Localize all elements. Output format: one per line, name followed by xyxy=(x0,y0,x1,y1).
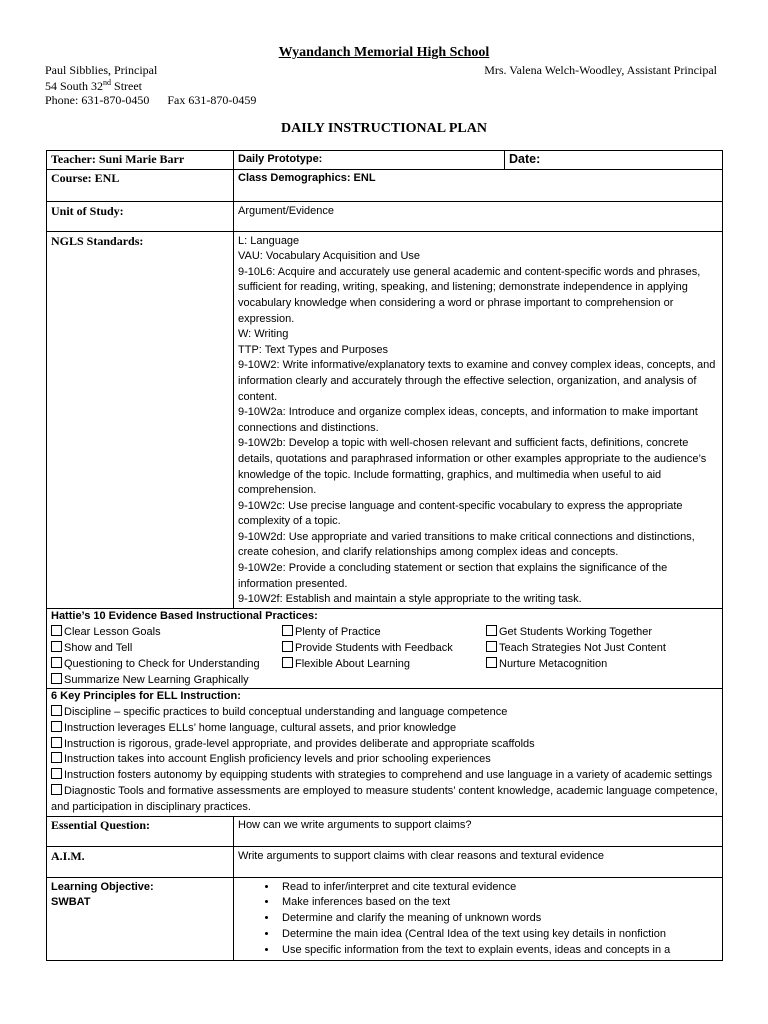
instructional-plan-table xyxy=(46,150,723,961)
hattie-checkbox-item[interactable] xyxy=(486,624,718,640)
date-cell[interactable]: Date: xyxy=(505,151,723,170)
checkbox-icon[interactable] xyxy=(486,641,497,652)
page-title: DAILY INSTRUCTIONAL PLAN xyxy=(281,121,487,136)
ngls-standard-line: 9-10W2e: Provide a concluding statement or section that explains the significance of the information presented. xyxy=(238,562,668,590)
ngls-standards-label: NGLS Standards: xyxy=(47,231,234,608)
checkbox-label: Instruction leverages ELLs’ home language, cultural assets, and prior knowledge xyxy=(64,721,457,734)
checkbox-icon[interactable] xyxy=(51,641,62,652)
daily-prototype-cell[interactable]: Daily Prototype: xyxy=(234,151,505,170)
checkbox-label: Plenty of Practice xyxy=(295,626,381,639)
hattie-checkbox-item[interactable] xyxy=(282,656,486,672)
ngls-standard-line: W: Writing xyxy=(238,328,289,341)
checkbox-label: Show and Tell xyxy=(64,642,133,655)
aim-value[interactable]: Write arguments to support claims with clear reasons and textural evidence xyxy=(234,846,723,877)
checkbox-icon[interactable] xyxy=(51,737,62,748)
unit-of-study-label: Unit of Study: xyxy=(47,201,234,231)
ell-checkbox-item[interactable] xyxy=(51,768,718,784)
ell-checkbox-item[interactable] xyxy=(51,721,718,737)
hattie-checkbox-item[interactable] xyxy=(486,656,718,672)
checkbox-label: Nurture Metacognition xyxy=(499,658,608,671)
essential-question-value[interactable]: How can we write arguments to support claims? xyxy=(234,816,723,846)
ngls-standard-line: 9-10W2f: Establish and maintain a style appropriate to the writing task. xyxy=(238,593,582,606)
checkbox-icon[interactable] xyxy=(51,625,62,636)
aim-label: A.I.M. xyxy=(47,846,234,877)
ngls-standard-line: 9-10W2: Write informative/explanatory texts to examine and convey complex ideas, concepts, and information clearly and accurately through the effective selection, organization, and analysis of content. xyxy=(238,359,716,403)
checkbox-label: Flexible About Learning xyxy=(295,658,410,671)
checkbox-icon[interactable] xyxy=(51,657,62,668)
checkbox-label: Instruction is rigorous, grade-level appropriate, and provides deliberate and appropriate scaffolds xyxy=(64,737,535,750)
hattie-heading: Hattie’s 10 Evidence Based Instructional Practices: xyxy=(51,609,318,622)
checkbox-icon[interactable] xyxy=(486,657,497,668)
learning-objective-list[interactable] xyxy=(234,877,723,960)
address-suffix: nd xyxy=(103,78,112,87)
hattie-checkbox-item[interactable] xyxy=(51,656,282,672)
checkbox-label: Instruction fosters autonomy by equipping students with strategies to comprehend and use language in a variety of academic settings xyxy=(64,769,713,782)
principal-name: Paul Sibblies, Principal xyxy=(45,63,158,77)
unit-of-study-value[interactable]: Argument/Evidence xyxy=(234,201,723,231)
fax-number: Fax 631-870-0459 xyxy=(167,93,257,107)
hattie-checklist xyxy=(51,624,718,688)
contact-line xyxy=(45,93,256,108)
hattie-checkbox-item[interactable] xyxy=(282,640,486,656)
school-address xyxy=(45,78,142,94)
learning-objective-title: Learning Objective: xyxy=(51,880,154,893)
hattie-checkbox-item[interactable] xyxy=(51,624,282,640)
learning-objective-item: • Read to infer/interpret and cite textural evidence xyxy=(278,880,718,896)
course-cell: Course: ENL xyxy=(47,169,234,201)
ngls-standard-line: 9-10W2d: Use appropriate and varied transitions to make critical connections and distinctions, create cohesion, and clarify relationships among complex ideas and concepts. xyxy=(238,530,695,559)
checkbox-icon[interactable] xyxy=(51,705,62,716)
ngls-standard-line: VAU: Vocabulary Acquisition and Use xyxy=(238,250,421,263)
checkbox-label: Diagnostic Tools and formative assessments are employed to measure students’ content knowledge, academic language competence, and participation in disciplinary practices. xyxy=(51,785,718,813)
checkbox-label: Instruction takes into account English proficiency levels and prior schooling experiences xyxy=(64,753,491,766)
checkbox-label: Clear Lesson Goals xyxy=(64,626,161,639)
learning-objective-item: • Determine the main idea (Central Idea of the text using key details in nonfiction xyxy=(278,927,718,943)
phone-number: Phone: 631-870-0450 xyxy=(45,93,150,107)
ngls-standard-line: TTP: Text Types and Purposes xyxy=(238,343,389,356)
hattie-checkbox-item[interactable] xyxy=(282,624,486,640)
ell-checkbox-item[interactable] xyxy=(51,705,718,721)
address-number: 54 South 32 xyxy=(45,79,104,93)
checkbox-icon[interactable] xyxy=(51,784,62,795)
swbat-label: SWBAT xyxy=(51,896,91,909)
learning-objective-label xyxy=(47,877,234,960)
ngls-standard-line: 9-10W2a: Introduce and organize complex ideas, concepts, and information to make important connections and distinctions. xyxy=(238,406,698,434)
checkbox-icon[interactable] xyxy=(486,625,497,636)
checkbox-icon[interactable] xyxy=(282,625,293,636)
checkbox-label: Questioning to Check for Understanding xyxy=(64,658,260,671)
checkbox-icon[interactable] xyxy=(51,768,62,779)
school-name: Wyandanch Memorial High School xyxy=(278,45,490,60)
checkbox-label: Get Students Working Together xyxy=(499,626,653,639)
essential-question-label: Essential Question: xyxy=(47,816,234,846)
checkbox-icon[interactable] xyxy=(51,721,62,732)
ngls-standard-line: L: Language xyxy=(238,234,300,247)
ell-checklist xyxy=(51,705,718,816)
checkbox-label: Summarize New Learning Graphically xyxy=(64,674,249,687)
ell-principles-cell xyxy=(47,689,723,816)
checkbox-label: Teach Strategies Not Just Content xyxy=(499,642,666,655)
ngls-standard-line: 9-10W2b: Develop a topic with well-chosen relevant and sufficient facts, definitions, concrete details, quotations and paraphrased information or other examples appropriate to the audience’s knowledge of the topic. Include formatting, graphics, and multimedia when useful to aid comprehension. xyxy=(238,437,707,497)
learning-objective-item: • Make inferences based on the text xyxy=(278,895,718,911)
checkbox-icon[interactable] xyxy=(51,673,62,684)
checkbox-icon[interactable] xyxy=(51,752,62,763)
checkbox-icon[interactable] xyxy=(282,657,293,668)
checkbox-label: Provide Students with Feedback xyxy=(295,642,453,655)
ngls-standard-line: 9-10L6: Acquire and accurately use general academic and content-specific words and phrases, sufficient for reading, writing, speaking, and listening; demonstrate independence in applying vocabulary knowledge when considering a word or phrase important to comprehension or expression. xyxy=(238,265,701,325)
ngls-standard-line: 9-10W2c: Use precise language and content-specific vocabulary to express the appropriate complexity of a topic. xyxy=(238,499,683,528)
checkbox-icon[interactable] xyxy=(282,641,293,652)
teacher-cell: Teacher: Suni Marie Barr xyxy=(47,151,234,170)
hattie-checkbox-item[interactable] xyxy=(486,640,718,656)
learning-objective-item: • Use specific information from the text to explain events, ideas and concepts in a xyxy=(278,943,718,959)
ngls-standards-list[interactable] xyxy=(234,231,723,608)
ell-checkbox-item[interactable] xyxy=(51,752,718,768)
hattie-checkbox-item[interactable] xyxy=(51,672,282,688)
hattie-checkbox-item[interactable] xyxy=(51,640,282,656)
ell-checkbox-item[interactable] xyxy=(51,737,718,753)
assistant-principal-name: Mrs. Valena Welch-Woodley, Assistant Principal xyxy=(484,63,717,77)
learning-objective-item: • Determine and clarify the meaning of unknown words xyxy=(278,911,718,927)
address-street: Street xyxy=(111,79,143,93)
class-demographics-cell: Class Demographics: ENL xyxy=(234,169,723,201)
checkbox-label: Discipline – specific practices to build conceptual understanding and language competence xyxy=(64,706,508,719)
ell-heading: 6 Key Principles for ELL Instruction: xyxy=(51,690,241,703)
ell-checkbox-item[interactable] xyxy=(51,784,718,816)
hattie-practices-cell xyxy=(47,608,723,689)
